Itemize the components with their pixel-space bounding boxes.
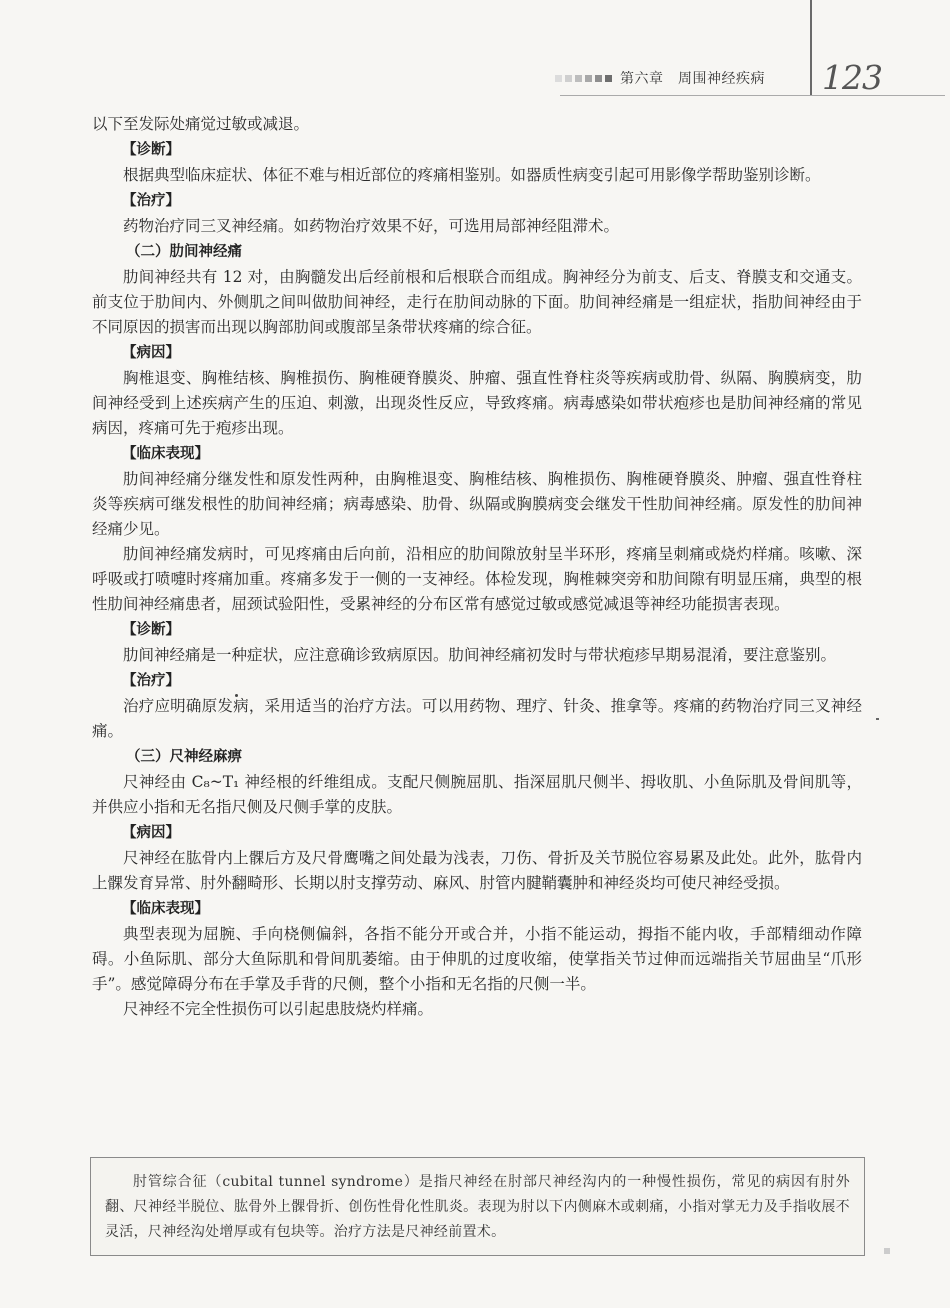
header-horizontal-rule [560, 95, 945, 96]
note-box-text: 肘管综合征（cubital tunnel syndrome）是指尺神经在肘部尺神经沟内的一种慢性损伤，常见的病因有肘外翻、尺神经半脱位、肱骨外上髁骨折、创伤性骨化性肌炎。表现为肘以下内侧麻木或刺痛，小指对掌无力及手指收展不灵活，尺神经沟处增厚或有包块等。治疗方法是尺神经前置术。 [105, 1174, 850, 1240]
running-head [555, 68, 765, 88]
paragraph: 尺神经在肱骨内上髁后方及尺骨鹰嘴之间处最为浅表，刀伤、骨折及关节脱位容易累及此处。此外，肱骨内上髁发育异常、肘外翻畸形、长期以肘支撑劳动、麻风、肘管内腱鞘囊肿和神经炎均可使尺神经受损。 [92, 849, 862, 892]
section-heading: 【诊断】 [122, 142, 180, 158]
scan-speck [235, 694, 238, 697]
section-heading: 【诊断】 [122, 622, 180, 638]
chapter-title: 第六章 周围神经疾病 [620, 71, 765, 87]
section-heading: 【临床表现】 [122, 446, 209, 462]
paragraph: 胸椎退变、胸椎结核、胸椎损伤、胸椎硬脊膜炎、肿瘤、强直性脊柱炎等疾病或肋骨、纵隔、胸膜病变，肋间神经受到上述疾病产生的压迫、刺激，出现炎性反应，导致疼痛。病毒感染如带状疱疹也是肋间神经痛的常见病因，疼痛可先于疱疹出现。 [92, 369, 862, 437]
subsection-heading: （三）尺神经麻痹 [126, 749, 242, 765]
paragraph: 肋间神经痛发病时，可见疼痛由后向前，沿相应的肋间隙放射呈半环形，疼痛呈刺痛或烧灼样痛。咳嗽、深呼吸或打喷嚏时疼痛加重。疼痛多发于一侧的一支神经。体检发现，胸椎棘突旁和肋间隙有明显压痛，典型的根性肋间神经痛患者，屈颈试验阳性，受累神经的分布区常有感觉过敏或感觉减退等神经功能损害表现。 [92, 545, 862, 613]
paragraph: 根据典型临床症状、体征不难与相近部位的疼痛相鉴别。如器质性病变引起可用影像学帮助鉴别诊断。 [123, 166, 821, 184]
scan-speck [884, 1248, 890, 1254]
paragraph: 以下至发际处痛觉过敏或减退。 [92, 115, 310, 133]
paragraph: 肋间神经痛是一种症状，应注意确诊致病原因。肋间神经痛初发时与带状疱疹早期易混淆，要注意鉴别。 [123, 646, 837, 664]
paragraph: 治疗应明确原发病，采用适当的治疗方法。可以用药物、理疗、针灸、推拿等。疼痛的药物治疗同三叉神经痛。 [92, 697, 862, 740]
paragraph: 尺神经由 C₈~T₁ 神经根的纤维组成。支配尺侧腕屈肌、指深屈肌尺侧半、拇收肌、小鱼际肌及骨间肌等，并供应小指和无名指尺侧及尺侧手掌的皮肤。 [92, 773, 862, 816]
body-text [92, 112, 862, 1022]
note-box [90, 1157, 865, 1256]
section-heading: 【治疗】 [122, 193, 180, 209]
subsection-heading: （二）肋间神经痛 [126, 244, 242, 260]
paragraph: 典型表现为屈腕、手向桡侧偏斜，各指不能分开或合并，小指不能运动，拇指不能内收，手部精细动作障碍。小鱼际肌、部分大鱼际肌和骨间肌萎缩。由于伸肌的过度收缩，使掌指关节过伸而远端指关节屈曲呈“爪形手”。感觉障碍分布在手掌及手背的尺侧，整个小指和无名指的尺侧一半。 [92, 925, 862, 993]
paragraph: 尺神经不完全性损伤可以引起患肢烧灼样痛。 [123, 1000, 434, 1018]
section-heading: 【病因】 [122, 825, 180, 841]
section-heading: 【临床表现】 [122, 901, 209, 917]
scan-speck [876, 718, 879, 720]
page-number: 123 [822, 58, 882, 97]
paragraph: 肋间神经痛分继发性和原发性两种，由胸椎退变、胸椎结核、胸椎损伤、胸椎硬脊膜炎、肿瘤、强直性脊柱炎等疾病可继发根性的肋间神经痛；病毒感染、肋骨、纵隔或胸膜病变会继发干性肋间神经痛。原发性的肋间神经痛少见。 [92, 470, 862, 538]
paragraph: 药物治疗同三叉神经痛。如药物治疗效果不好，可选用局部神经阻滞术。 [123, 217, 620, 235]
header-vertical-rule [810, 0, 812, 96]
section-heading: 【治疗】 [122, 673, 180, 689]
decorative-squares [555, 75, 612, 82]
paragraph: 肋间神经共有 12 对，由胸髓发出后经前根和后根联合而组成。胸神经分为前支、后支、脊膜支和交通支。前支位于肋间内、外侧肌之间叫做肋间神经，走行在肋间动脉的下面。肋间神经痛是一组症状，指肋间神经由于不同原因的损害而出现以胸部肋间或腹部呈条带状疼痛的综合征。 [92, 268, 862, 336]
section-heading: 【病因】 [122, 345, 180, 361]
